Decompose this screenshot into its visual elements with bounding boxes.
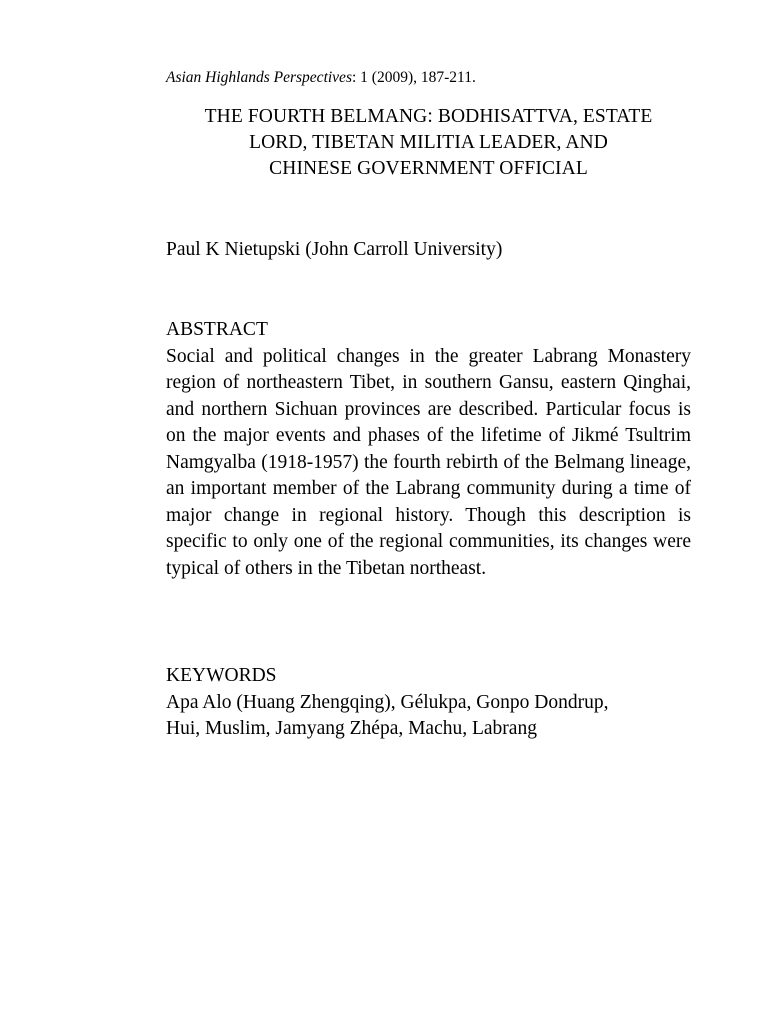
keywords-line: Hui, Muslim, Jamyang Zhépa, Machu, Labrang	[166, 718, 537, 739]
keywords-line: Apa Alo (Huang Zhengqing), Gélukpa, Gonpo Dondrup,	[166, 691, 609, 713]
title-line: LORD, TIBETAN MILITIA LEADER, AND	[249, 132, 608, 153]
journal-citation	[166, 68, 691, 88]
journal-name: Asian Highlands Perspectives	[166, 69, 352, 86]
title-line: THE FOURTH BELMANG: BODHISATTVA, ESTATE	[204, 106, 653, 127]
abstract-section	[166, 317, 691, 582]
abstract-heading: ABSTRACT	[166, 319, 268, 340]
keywords-list	[166, 690, 691, 743]
paper-title	[166, 104, 691, 182]
keywords-heading: KEYWORDS	[166, 665, 277, 686]
keywords-section	[166, 663, 691, 743]
citation-details: : 1 (2009), 187-211.	[351, 69, 476, 86]
abstract-text: Social and political changes in the greater Labrang Monastery region of northeastern Tibet, in southern Gansu, eastern Qinghai, and northern Sichuan provinces are described. Particular focus is on the major events and phases of the lifetime of Jikmé Tsultrim Namgyalba (1918-1957) the fourth rebirth of the Belmang lineage, an important member of the Labrang community during a time of major change in regional history. Though this description is specific to only one of the regional communities, its changes were typical of others in the Tibetan northeast.	[166, 345, 691, 579]
title-line: CHINESE GOVERNMENT OFFICIAL	[269, 158, 588, 179]
author-line: Paul K Nietupski (John Carroll University)	[166, 239, 503, 260]
